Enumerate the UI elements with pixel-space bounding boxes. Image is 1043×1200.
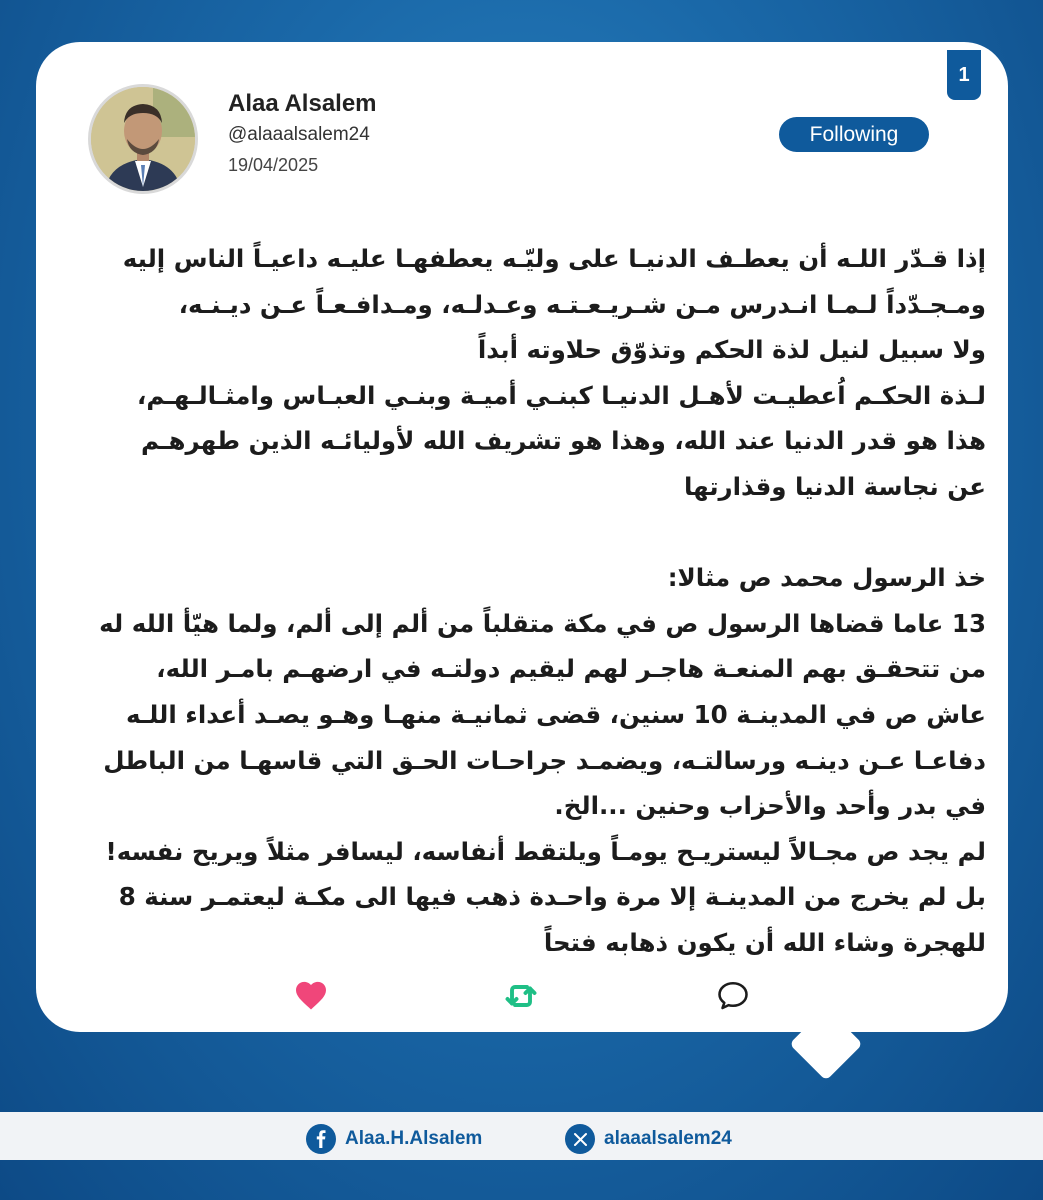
x-icon — [565, 1124, 595, 1154]
facebook-link[interactable] — [306, 1124, 482, 1154]
comment-icon — [715, 978, 751, 1014]
avatar-image — [91, 87, 195, 191]
comment-button[interactable] — [715, 978, 751, 1014]
page-number-badge: 1 — [947, 50, 981, 100]
post-line: خذ الرسول محمد ص مثالا: — [667, 563, 986, 593]
like-button[interactable] — [293, 978, 329, 1014]
x-link[interactable] — [565, 1124, 732, 1154]
post-line: إذا قـدّر اللـه أن يعطـف الدنيـا على وليّـه يعطفهـا عليـه داعيـاً الناس إليه — [122, 244, 986, 273]
heart-icon — [293, 978, 329, 1014]
author-handle[interactable]: @alaaalsalem24 — [228, 124, 370, 145]
post-line: هذا هو قدر الدنيا عند الله، وهذا هو تشريف الله لأوليائـه الذين طهرهـم — [140, 426, 986, 456]
retweet-icon — [503, 978, 539, 1014]
post-line: عاش ص في المدينـة 10 سنين، قضى ثمانيـة منهـا وهـو يصـد أعداء اللـه — [125, 699, 986, 729]
post-line: 13 عاما قضاها الرسول ص في مكة متقلباً من ألم إلى ألم، ولما هيّأ الله له — [99, 608, 986, 638]
post-line: بل لم يخرج من المدينـة إلا مرة واحـدة ذهب فيها الى مكـة ليعتمـر سنة 8 — [118, 882, 986, 912]
avatar[interactable] — [88, 84, 198, 194]
footer-bar — [0, 1112, 1043, 1160]
post-line: عن نجاسة الدنيا وقذارتها — [683, 471, 986, 501]
paragraph-gap — [66, 510, 986, 556]
x-handle: alaaalsalem24 — [604, 1128, 732, 1149]
author-name[interactable]: Alaa Alsalem — [228, 90, 377, 117]
following-button[interactable]: Following — [779, 117, 929, 152]
post-line: دفاعـا عـن دينـه ورسالتـه، ويضمـد جراحـات الحـق التي قاسهـا من الباطل — [103, 745, 986, 775]
post-line: لـذة الحكـم اُعطيـت لأهـل الدنيـا كبنـي أميـة وبنـي العبـاس وامثـالـهـم، — [137, 380, 986, 410]
post-text — [66, 236, 986, 966]
post-line: ومـجـدّداً لـمـا انـدرس مـن شـريـعـتـه وعـدلـه، ومـدافـعـاً عـن ديـنـه، — [178, 289, 986, 319]
post-line: لم يجد ص مجـالاً ليستريـح يومـاً ويلتقط أنفاسه، ليسافر مثلاً ويريح نفسه! — [105, 836, 986, 866]
facebook-handle: Alaa.H.Alsalem — [345, 1128, 483, 1149]
facebook-icon — [306, 1124, 336, 1154]
post-line: في بدر وأحد والأحزاب وحنين ...الخ. — [554, 791, 986, 821]
post-line: للهجرة وشاء الله أن يكون ذهابه فتحاً — [543, 927, 986, 957]
post-line: ولا سبيل لنيل لذة الحكم وتذوّق حلاوته أبداً — [477, 335, 986, 365]
post-line: من تتحقـق بهم المنعـة هاجـر لهم ليقيم دولتـه في ارضهـم بامـر الله، — [156, 654, 986, 684]
post-date: 19/04/2025 — [228, 155, 319, 175]
retweet-button[interactable] — [503, 978, 539, 1014]
